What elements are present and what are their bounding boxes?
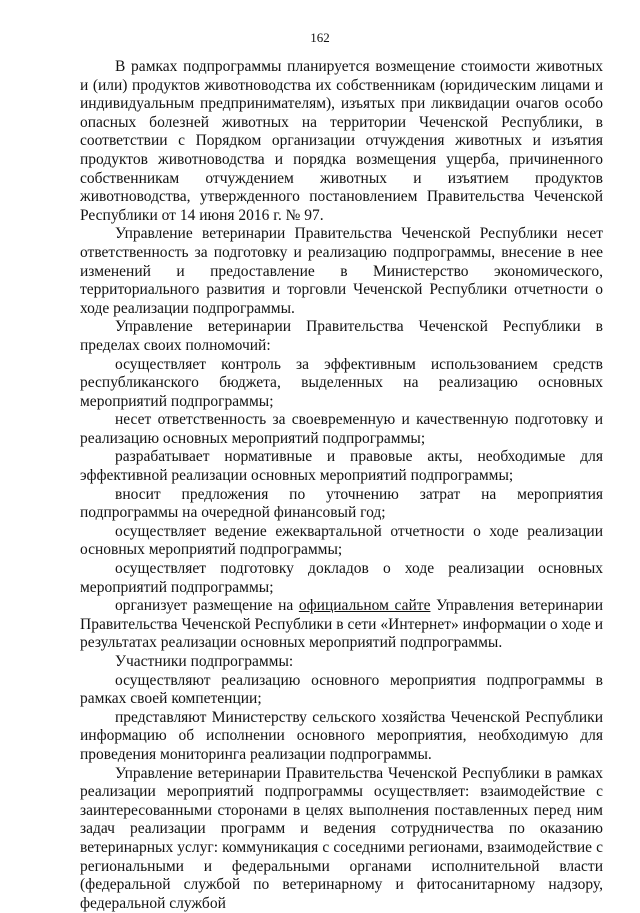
- list-item: осуществляют реализацию основного мероприятия подпрограммы в рамках своей компетенции;: [80, 671, 603, 708]
- list-item: осуществляет подготовку докладов о ходе реализации основных мероприятий подпрограммы;: [80, 560, 603, 596]
- list-item: несет ответственность за своевременную и качественную подготовку и реализацию основных мероприятий подпрограммы;: [80, 411, 603, 447]
- paragraph-interaction: Управление ветеринарии Правительства Чеченской Республики в рамках реализации мероприятий подпрограммы осуществляет: взаимодействие с заинтересованными сторонами в целях выполнения поставленных перед ним задач реализации программ и ведения сотрудничества по оказанию ветеринарных услуг: коммуникация с соседними регионами, взаимодействие с региональными и федеральными органами исполнительной власти (федеральной службой по ветеринарному и фитосанитарному надзору, федеральной службой: [80, 764, 603, 912]
- paragraph-powers-intro: Управление ветеринарии Правительства Чеченской Республики в пределах своих полномочий:: [80, 318, 603, 354]
- list-item: осуществляет контроль за эффективным использованием средств республиканского бюджета, выделенных на реализацию основных мероприятий подпрограммы;: [80, 355, 603, 410]
- official-site-link[interactable]: официальном сайте: [298, 597, 431, 615]
- list-item: осуществляет ведение ежеквартальной отчетности о ходе реализации основных мероприятий подпрограммы;: [80, 522, 603, 559]
- paragraph-compensation: В рамках подпрограммы планируется возмещение стоимости животных и (или) продуктов животноводства их собственникам (юридическим лицами и индивидуальным предпринимателям), изъятых при ликвидации очагов особо опасных болезней животных на территории Чеченской Республики, в соответствии с Порядком организации отчуждения животных и изъятия продуктов животноводства и порядка возмещения ущерба, причиненного собственникам отчуждением животных и изъятием продуктов животноводства, утвержденного постановлением Правительства Чеченской Республики от 14 июня 2016 г. № 97.: [80, 58, 603, 224]
- list-item: разрабатывает нормативные и правовые акты, необходимые для эффективной реализации основных мероприятий подпрограммы;: [80, 448, 603, 485]
- website-text-before: организует размещение на: [115, 597, 299, 615]
- document-body: [80, 58, 603, 913]
- website-text-after: Управления ветеринарии Правительства Чеченской Республики в сети «Интернет» информации о ходе и результатах реализации основных мероприятий подпрограммы.: [80, 597, 603, 652]
- paragraph-responsibility: Управление ветеринарии Правительства Чеченской Республики несет ответственность за подготовку и реализацию подпрограммы, внесение в нее изменений и предоставление в Министерство экономического, территориального развития и торговли Чеченской Республики отчетности о ходе реализации подпрограммы.: [80, 225, 603, 317]
- list-item: представляют Министерству сельского хозяйства Чеченской Республики информацию об исполнении основного мероприятия, необходимую для проведения мониторинга реализации подпрограммы.: [80, 708, 603, 763]
- list-item-website: [80, 597, 603, 653]
- page-number: 162: [310, 30, 330, 45]
- paragraph-participants-intro: Участники подпрограммы:: [115, 653, 294, 670]
- list-item: вносит предложения по уточнению затрат на мероприятия подпрограммы на очередной финансовый год;: [80, 485, 603, 522]
